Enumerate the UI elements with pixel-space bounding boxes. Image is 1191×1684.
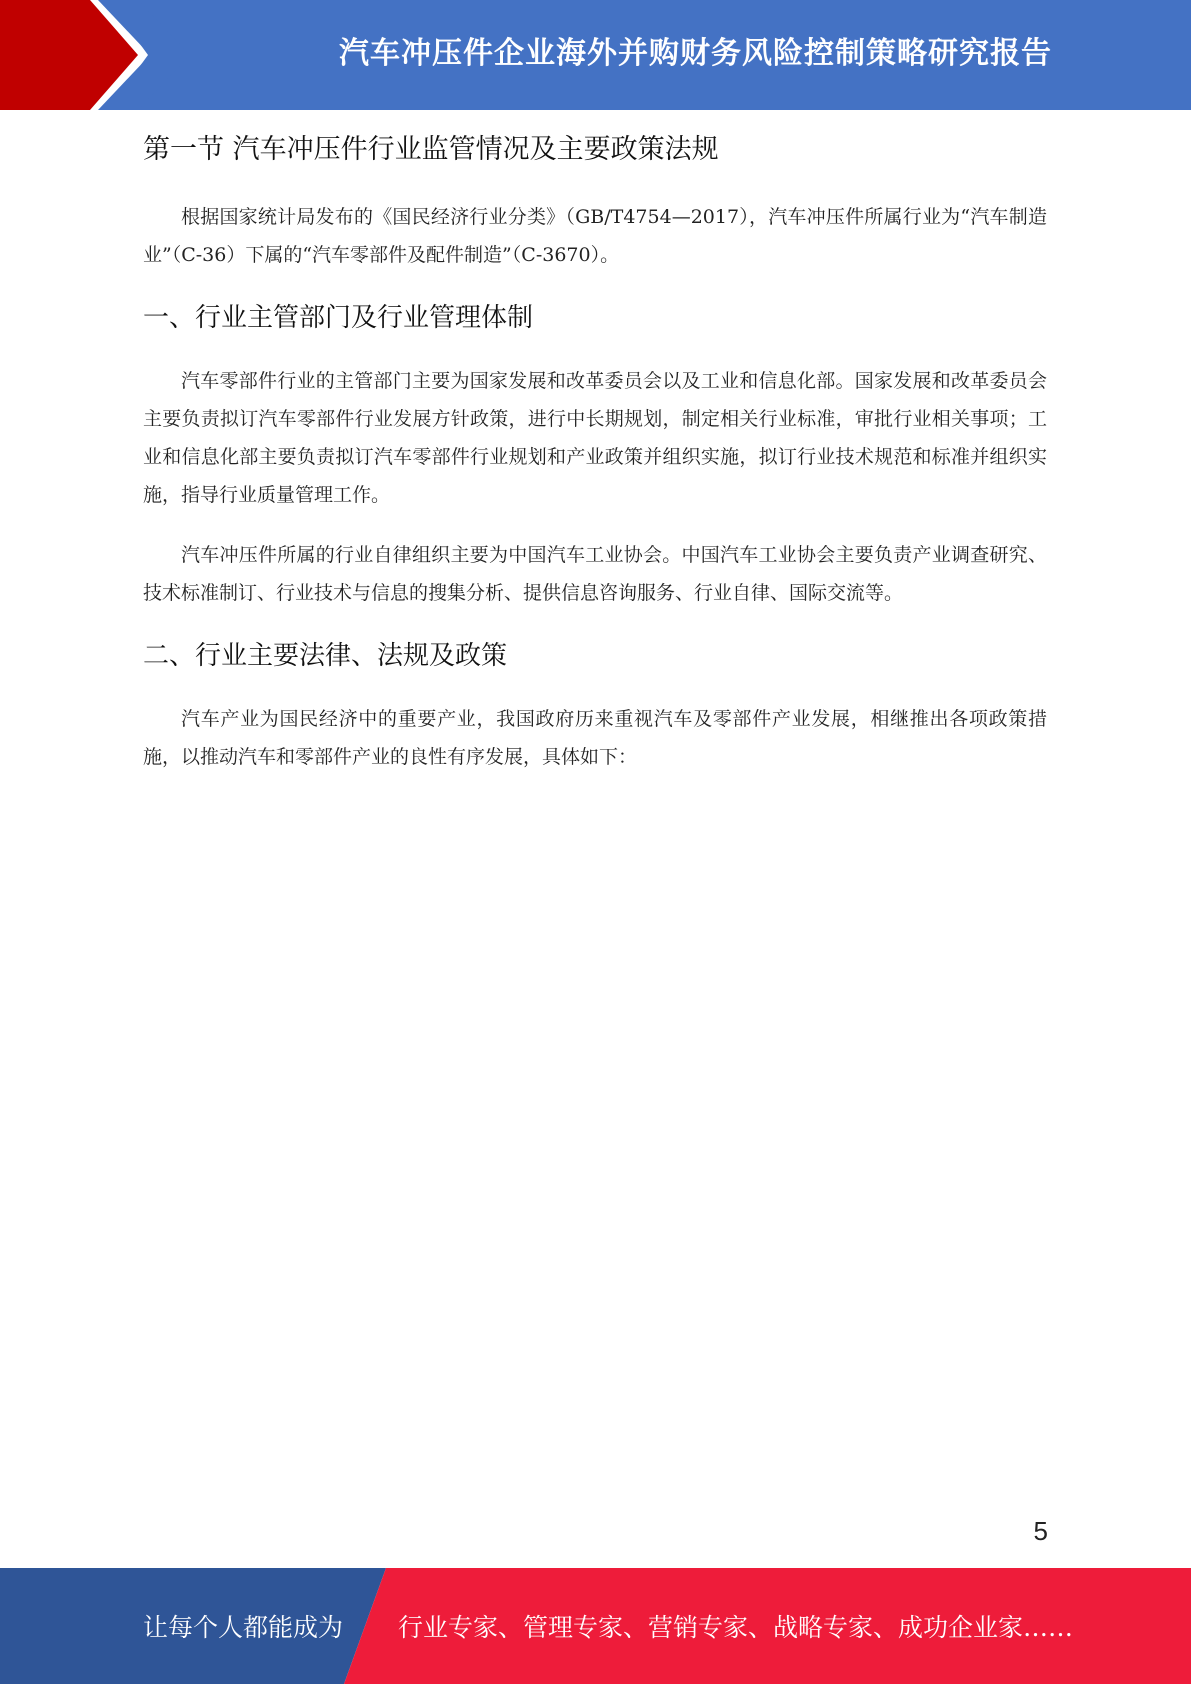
report-title: 汽车冲压件企业海外并购财务风险控制策略研究报告 xyxy=(339,36,1052,71)
subsection-1-paragraph-2: 汽车冲压件所属的行业自律组织主要为中国汽车工业协会。中国汽车工业协会主要负责产业调查研究、技术标准制订、行业技术与信息的搜集分析、提供信息咨询服务、行业自律、国际交流等。 xyxy=(143,544,1047,604)
intro-paragraph: 根据国家统计局发布的《国民经济行业分类》（GB/T4754—2017），汽车冲压件所属行业为“汽车制造业”（C-36）下属的“汽车零部件及配件制造”（C-3670）。 xyxy=(143,206,1047,266)
footer-slogan-left: 让每个人都能成为 xyxy=(143,1613,344,1642)
page-number: 5 xyxy=(1033,1516,1048,1546)
subsection-title-2: 二、行业主要法律、法规及政策 xyxy=(143,641,508,671)
section-title: 第一节 汽车冲压件行业监管情况及主要政策法规 xyxy=(143,134,719,165)
page-content xyxy=(143,128,1047,798)
subsection-1-paragraph-1: 汽车零部件行业的主管部门主要为国家发展和改革委员会以及工业和信息化部。国家发展和改革委员会主要负责拟订汽车零部件行业发展方针政策，进行中长期规划，制定相关行业标准，审批行业相关事项；工业和信息化部主要负责拟订汽车零部件行业规划和产业政策并组织实施，拟订行业技术规范和标准并组织实施，指导行业质量管理工作。 xyxy=(143,370,1047,506)
subsection-title-1: 一、行业主管部门及行业管理体制 xyxy=(143,303,534,333)
footer-slogan-right: 行业专家、管理专家、营销专家、战略专家、成功企业家…… xyxy=(398,1613,1074,1642)
subsection-2-paragraph-1: 汽车产业为国民经济中的重要产业，我国政府历来重视汽车及零部件产业发展，相继推出各项政策措施，以推动汽车和零部件产业的良性有序发展，具体如下： xyxy=(143,708,1047,768)
footer-band xyxy=(0,1568,1191,1684)
header-band xyxy=(0,0,1191,110)
